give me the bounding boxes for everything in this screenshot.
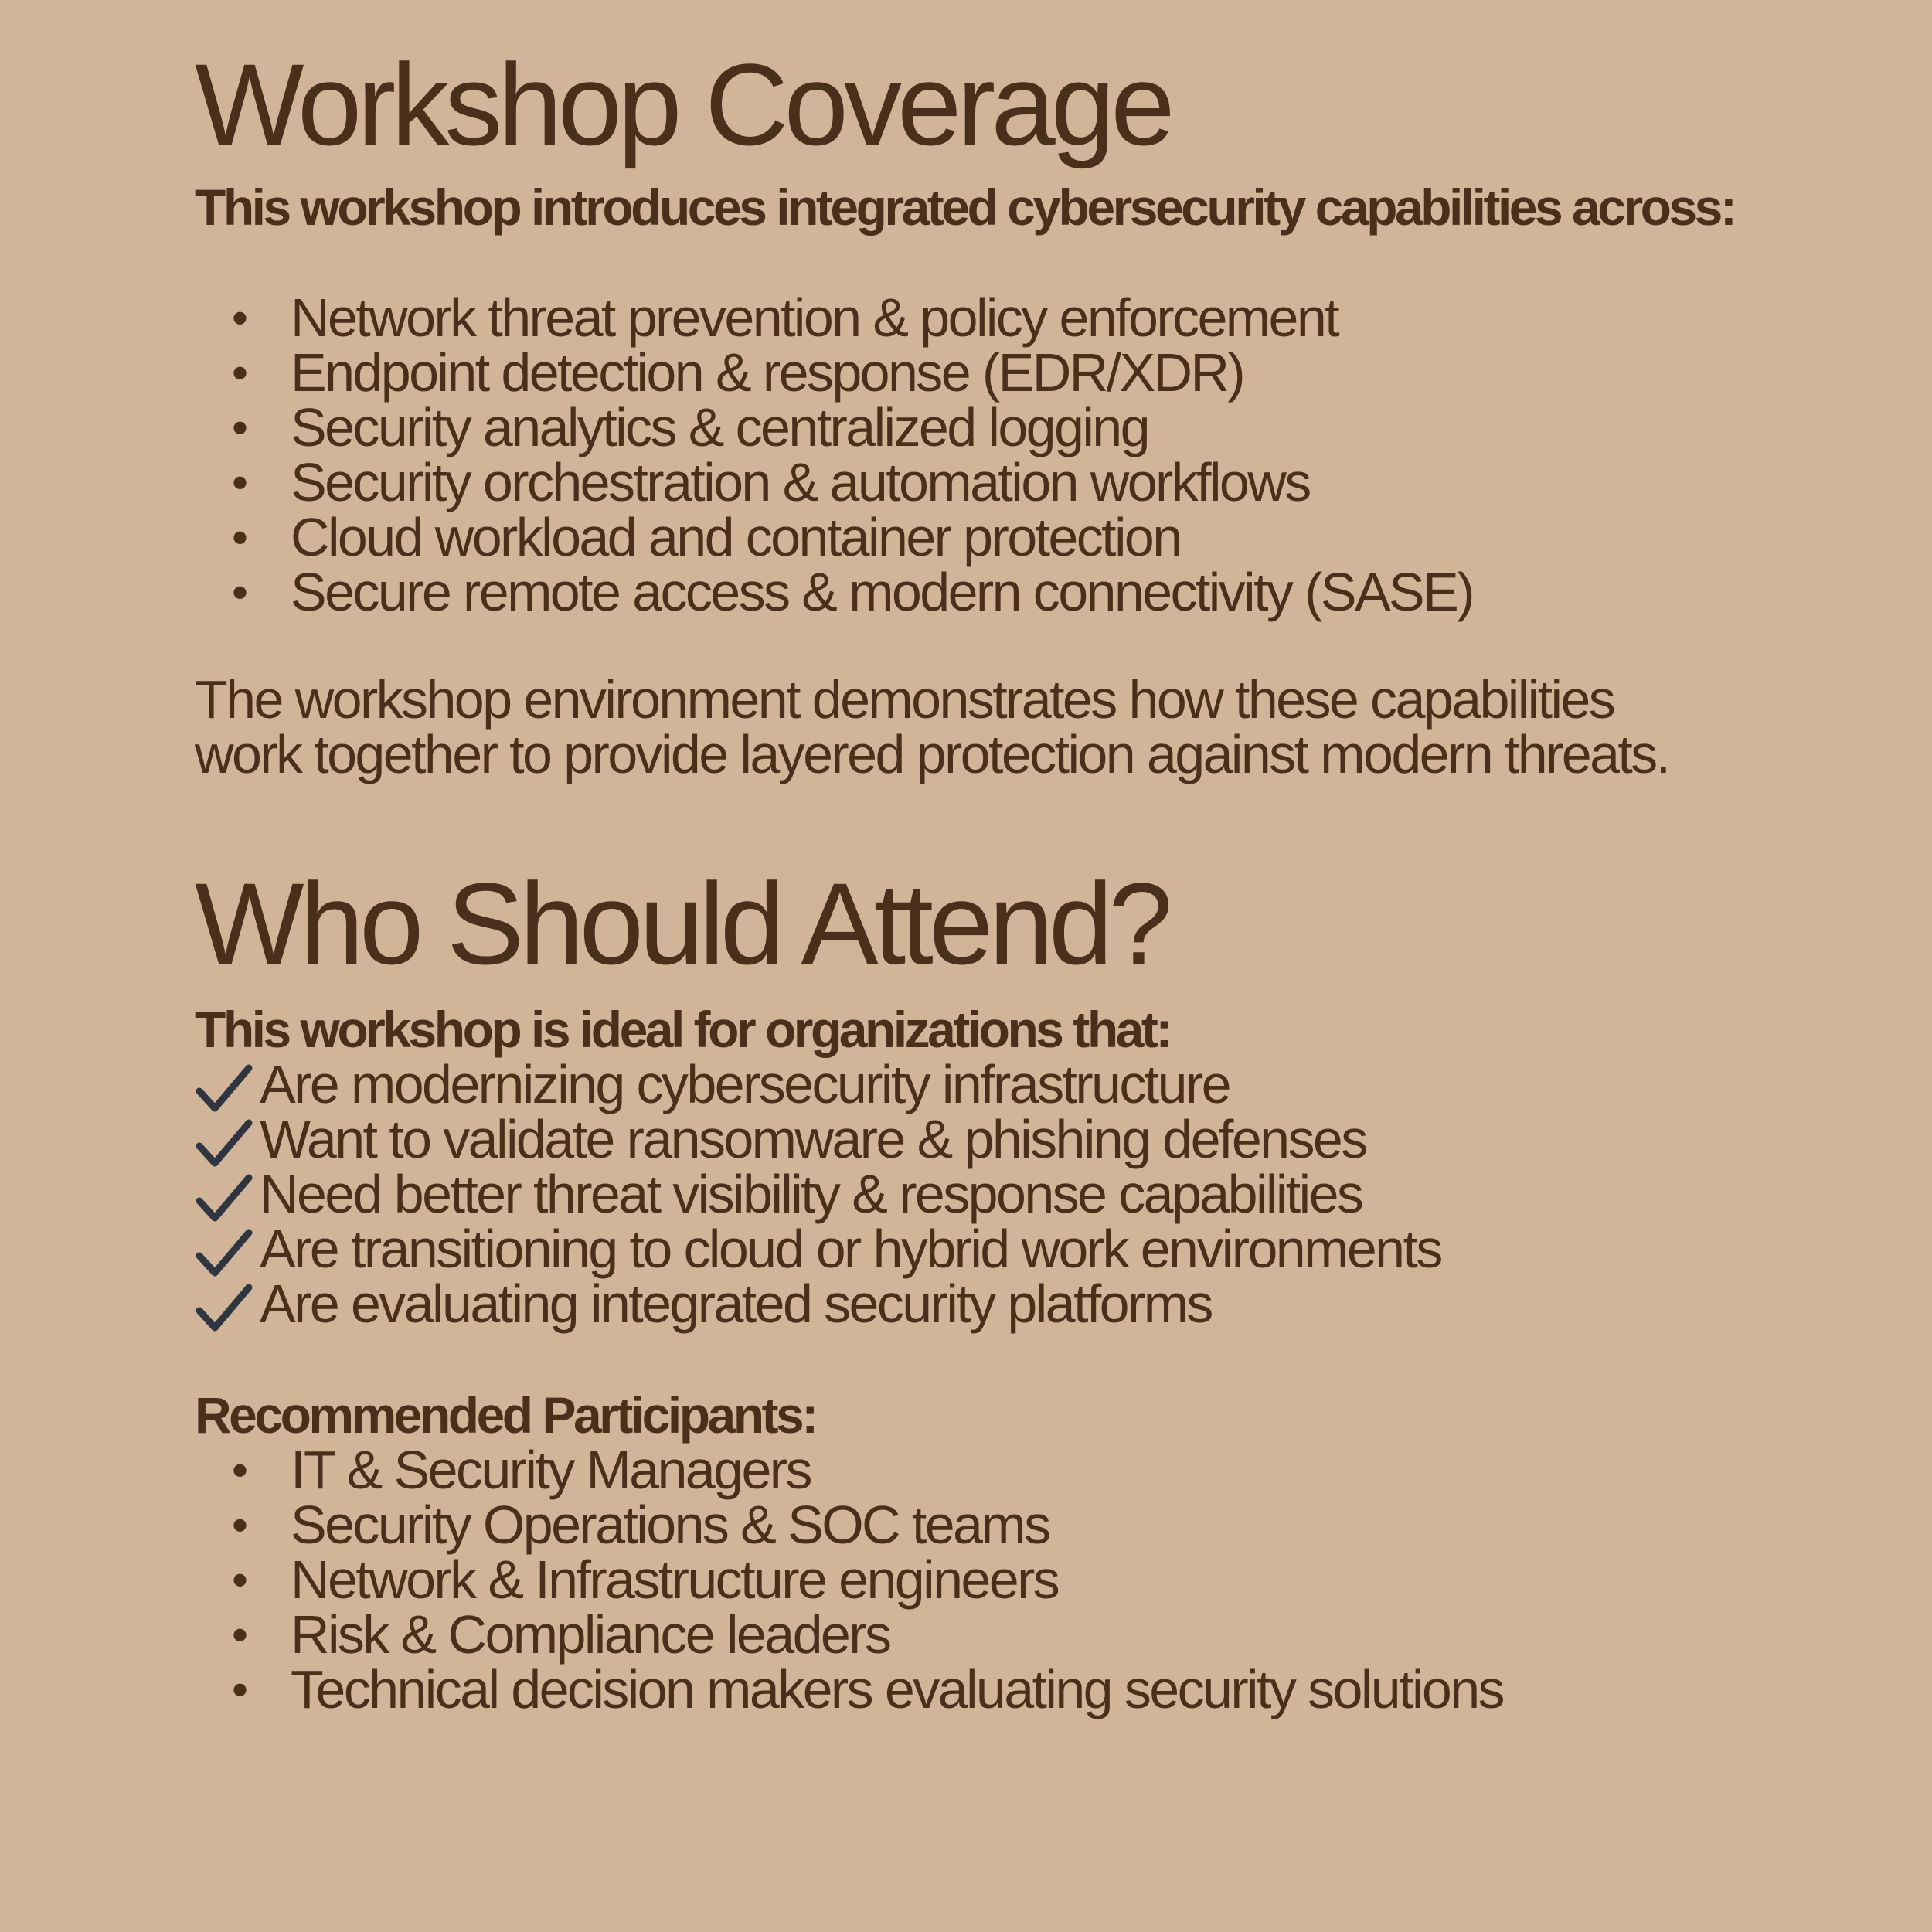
list-item-text: Cloud workload and container protection [291, 507, 1181, 567]
coverage-intro: This workshop introduces integrated cybersecurity capabilities across: [195, 179, 1735, 236]
list-item [195, 562, 1779, 622]
check-icon [195, 1063, 253, 1114]
bullet-icon: • [232, 1664, 249, 1716]
list-item-text: Technical decision makers evaluating security solutions [291, 1659, 1503, 1719]
attend-title: Who Should Attend? [195, 859, 1168, 988]
bullet-icon: • [232, 1444, 249, 1496]
bullet-icon: • [232, 457, 249, 509]
checklist-item-text: Want to validate ransomware & phishing defenses [260, 1109, 1366, 1169]
list-item-text: Secure remote access & modern connectivity (SASE) [291, 562, 1473, 622]
list-item-text: Network & Infrastructure engineers [291, 1549, 1059, 1610]
attend-checklist [195, 1054, 1779, 1334]
list-item-text: Security analytics & centralized logging [291, 397, 1148, 457]
page [195, 39, 1779, 1719]
list-item [195, 452, 1779, 512]
list-item [195, 1495, 1779, 1555]
list-item-text: Endpoint detection & response (EDR/XDR) [291, 342, 1244, 403]
checklist-item [195, 1054, 1779, 1114]
bullet-icon: • [232, 1499, 249, 1551]
bullet-icon: • [232, 566, 249, 618]
check-icon [195, 1228, 253, 1279]
checklist-item-text: Are transitioning to cloud or hybrid work environments [260, 1219, 1441, 1279]
checklist-item [195, 1164, 1779, 1224]
list-item [195, 1440, 1779, 1500]
list-item [195, 1659, 1779, 1719]
coverage-summary: The workshop environment demonstrates how these capabilities work together to provide layered protection against modern threats. [195, 669, 1669, 784]
bullet-icon: • [232, 347, 249, 399]
bullet-icon: • [232, 1554, 249, 1606]
list-item-text: Network threat prevention & policy enforcement [291, 287, 1338, 348]
coverage-title: Workshop Coverage [195, 39, 1171, 169]
bullet-icon: • [232, 512, 249, 563]
list-item-text: Security orchestration & automation workflows [291, 452, 1310, 512]
list-item [195, 287, 1779, 348]
list-item-text: Risk & Compliance leaders [291, 1604, 890, 1665]
checklist-item [195, 1219, 1779, 1279]
bullet-icon: • [232, 402, 249, 454]
check-icon [195, 1283, 253, 1334]
checklist-item [195, 1109, 1779, 1169]
checklist-item [195, 1274, 1779, 1334]
list-item [195, 507, 1779, 567]
checklist-item-text: Are evaluating integrated security platforms [260, 1274, 1212, 1334]
list-item [195, 397, 1779, 457]
bullet-icon: • [232, 1609, 249, 1661]
check-icon [195, 1118, 253, 1169]
list-item [195, 1549, 1779, 1610]
list-item [195, 342, 1779, 403]
attend-intro: This workshop is ideal for organizations that: [195, 1001, 1170, 1058]
bullet-icon: • [232, 292, 249, 344]
list-item-text: Security Operations & SOC teams [291, 1495, 1049, 1555]
list-item-text: IT & Security Managers [291, 1440, 811, 1500]
coverage-list [195, 287, 1779, 622]
participants-list [195, 1440, 1779, 1719]
checklist-item-text: Need better threat visibility & response capabilities [260, 1164, 1362, 1224]
list-item [195, 1604, 1779, 1665]
participants-heading: Recommended Participants: [195, 1386, 816, 1444]
check-icon [195, 1173, 253, 1224]
checklist-item-text: Are modernizing cybersecurity infrastructure [260, 1054, 1230, 1114]
